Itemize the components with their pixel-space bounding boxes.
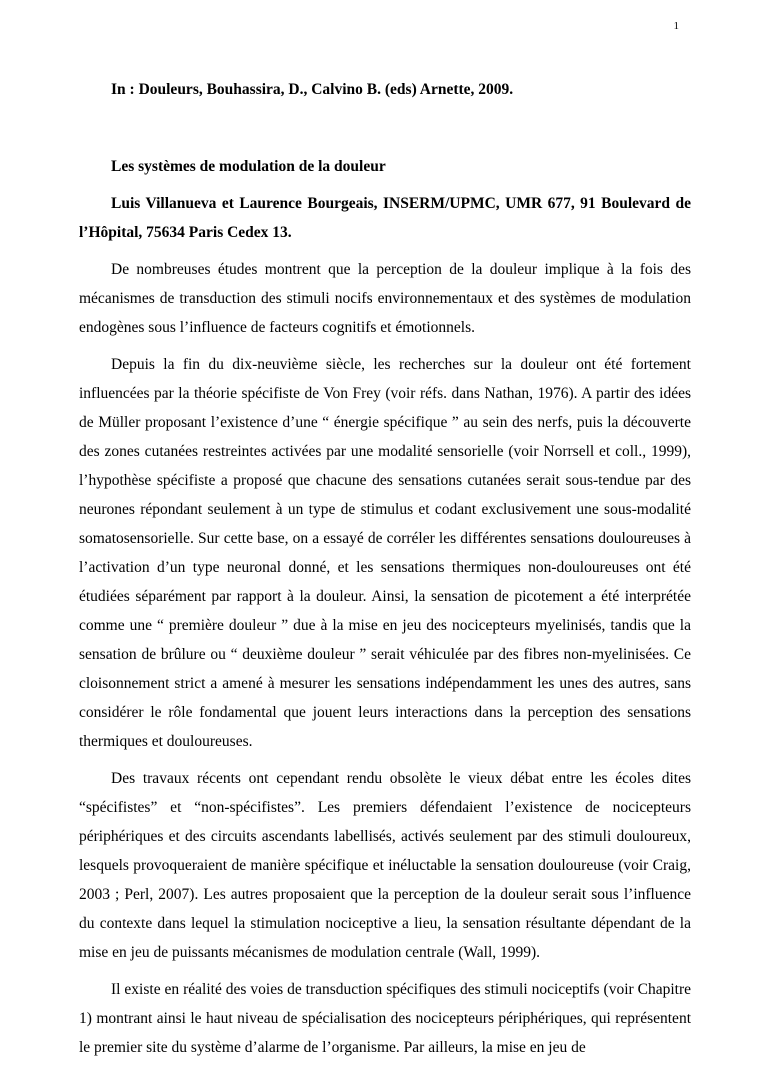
publication-reference: In : Douleurs, Bouhassira, D., Calvino B. (eds) Arnette, 2009. xyxy=(111,81,514,98)
paragraph: Depuis la fin du dix-neuvième siècle, les recherches sur la douleur ont été fortement influencées par la théorie spécifiste de Von Frey (voir réfs. dans Nathan, 1976). A partir des idées de Müller proposant l’existence d’une “ énergie spécifique ” au sein des nerfs, puis la découverte des zones cutanées restreintes activées par une modalité sensorielle (voir Norrsell et coll., 1999), l’hypothèse spécifiste a proposé que chacune des sensations cutanées serait sous-tendue par des neurones répondant seulement à un type de stimulus et codant exclusivement une sous-modalité somatosensorielle. Sur cette base, on a essayé de corréler les différentes sensations douloureuses à l’activation d’un type neuronal donné, et les sensations thermiques non-douloureuses ont été étudiées séparément par rapport à la douleur. Ainsi, la sensation de picotement a été interprétée comme une “ première douleur ” due à la mise en jeu des nocicepteurs myelinisés, tandis que la sensation de brûlure ou “ deuxième douleur ” serait véhiculée par des fibres non-myelinisées. Ce cloisonnement strict a amené à mesurer les sensations indépendamment les unes des autres, sans considérer le rôle fondamental que jouent leurs interactions dans la perception des sensations thermiques et douloureuses. xyxy=(79,356,691,750)
document-body xyxy=(79,75,691,1070)
paragraph: Des travaux récents ont cependant rendu obsolète le vieux débat entre les écoles dites “spécifistes” et “non-spécifistes”. Les premiers défendaient l’existence de nocicepteurs périphériques et des circuits ascendants labellisés, activés seulement par des stimuli douloureux, lesquels provoqueraient de manière spécifique et inéluctable la sensation douloureuse (voir Craig, 2003 ; Perl, 2007). Les autres proposaient que la perception de la douleur serait sous l’influence du contexte dans lequel la stimulation nociceptive a lieu, la sensation résultante dépendant de la mise en jeu de puissants mécanismes de modulation centrale (Wall, 1999). xyxy=(79,770,691,961)
paragraph: De nombreuses études montrent que la perception de la douleur implique à la fois des mécanismes de transduction des stimuli nocifs environnementaux et des systèmes de modulation endogènes sous l’influence de facteurs cognitifs et émotionnels. xyxy=(79,261,691,336)
paragraph: Il existe en réalité des voies de transduction spécifiques des stimuli nociceptifs (voir Chapitre 1) montrant ainsi le haut niveau de spécialisation des nocicepteurs périphériques, qui représentent le premier site du système d’alarme de l’organisme. Par ailleurs, la mise en jeu de xyxy=(79,981,691,1056)
page-number: 1 xyxy=(673,20,679,32)
article-authors: Luis Villanueva et Laurence Bourgeais, INSERM/UPMC, UMR 677, 91 Boulevard de l’Hôpital, 75634 Paris Cedex 13. xyxy=(79,195,691,241)
article-title: Les systèmes de modulation de la douleur xyxy=(111,158,386,175)
